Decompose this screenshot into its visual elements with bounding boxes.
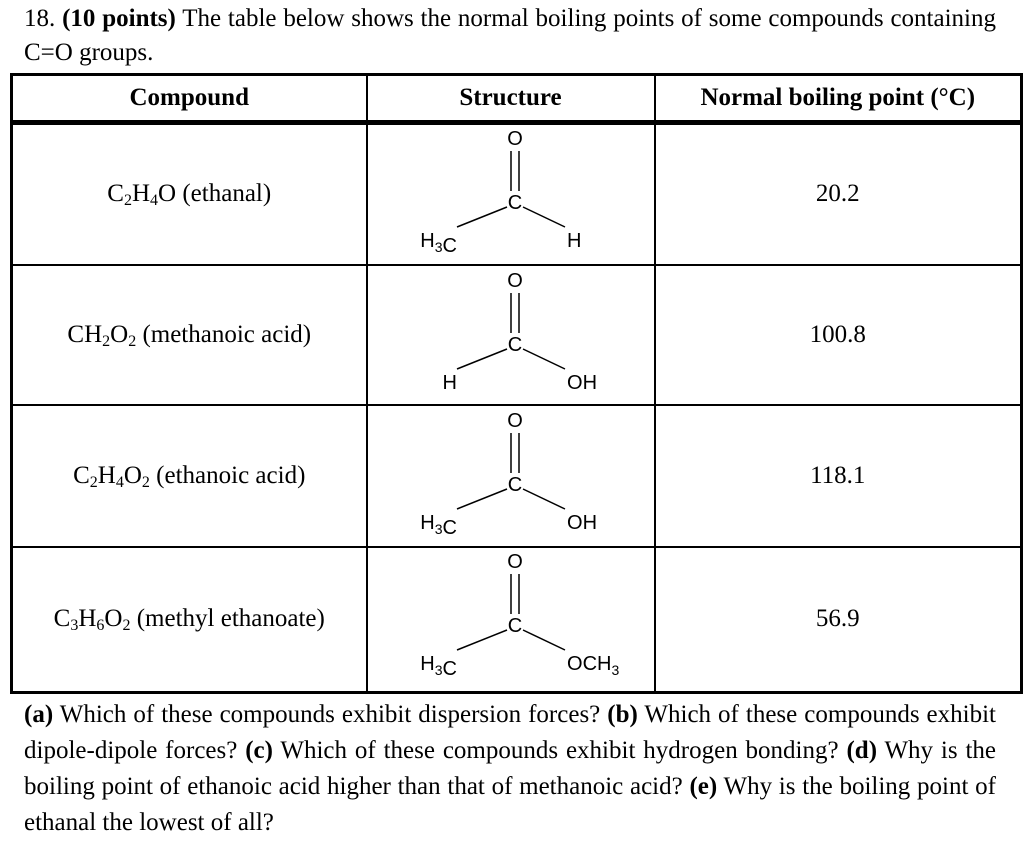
question-number: 18.: [24, 5, 56, 32]
boiling-point-cell: 20.2: [655, 123, 1022, 265]
sub-question-label: (e): [689, 773, 718, 800]
carbonyl-carbon: C: [507, 333, 522, 356]
question-text: [24, 697, 996, 841]
compound-cell: [12, 123, 367, 265]
sub-question-text: Why is the boiling point of ethanoic acid higher than that of methanoic acid?: [24, 737, 996, 800]
structure-diagram: [391, 267, 631, 403]
boiling-point-cell: 56.9: [655, 547, 1022, 693]
right-single-bond: [523, 489, 565, 509]
header-compound: Compound: [12, 75, 367, 123]
formula-element: O: [110, 320, 129, 348]
formula-element: H: [131, 180, 151, 208]
left-substituent: $H_3C$: [419, 653, 457, 681]
compound-name: (ethanal): [176, 180, 272, 208]
sub-question-label: (b): [607, 701, 638, 728]
formula-subscript: 2: [123, 192, 132, 210]
formula-subscript: 2: [102, 332, 111, 350]
formula-element: CH: [67, 320, 103, 348]
compound-name: (methyl ethanoate): [130, 605, 325, 633]
structure-diagram: [391, 125, 631, 263]
sub-question-text: Which of these compounds exhibit dispersion forces?: [53, 701, 608, 728]
carbonyl-oxygen: O: [506, 551, 523, 574]
left-single-bond: [457, 207, 507, 227]
intro-text: The table below shows the normal boiling points of some compounds containing C=O groups.: [24, 5, 996, 66]
carbonyl-oxygen: O: [506, 409, 523, 432]
header-structure: Structure: [367, 75, 655, 123]
right-substituent: OH: [566, 511, 597, 534]
compound-name: (methanoic acid): [136, 320, 312, 348]
left-single-bond: [457, 349, 507, 369]
compound-cell: [12, 405, 367, 547]
sub-question-text: Why is the boiling point of ethanal the lowest of all?: [24, 773, 996, 836]
right-single-bond: [523, 207, 565, 227]
formula-element: C: [53, 605, 71, 633]
formula-subscript: 2: [122, 617, 131, 635]
right-single-bond: [523, 349, 565, 369]
compound-cell: [12, 265, 367, 405]
structure-cell: [367, 547, 655, 693]
sub-question-label: (a): [24, 701, 54, 728]
carbonyl-carbon: C: [507, 473, 522, 496]
table-row: [12, 547, 1022, 693]
formula-subscript: 3: [70, 617, 79, 635]
formula-element: H: [78, 605, 97, 633]
sub-question-text: Which of these compounds exhibit hydrogen bonding?: [272, 737, 847, 764]
right-substituent: H: [566, 230, 581, 253]
table-header-row: [12, 75, 1022, 123]
carbonyl-oxygen: O: [506, 269, 523, 292]
formula-element: C: [73, 461, 90, 489]
right-substituent: OH: [566, 371, 597, 394]
table-row: [12, 405, 1022, 547]
formula-element: H: [97, 461, 116, 489]
structure-diagram: [391, 548, 631, 690]
formula-subscript: 4: [150, 192, 159, 210]
compound-name: (ethanoic acid): [149, 461, 306, 489]
right-substituent: $OCH_3$: [566, 653, 619, 679]
carbonyl-carbon: C: [507, 192, 522, 215]
left-substituent: H: [442, 371, 457, 394]
table-row: [12, 123, 1022, 265]
compound-cell: [12, 547, 367, 693]
left-single-bond: [457, 489, 507, 509]
points-label: (10 points): [62, 5, 176, 32]
boiling-point-cell: 118.1: [655, 405, 1022, 547]
carbonyl-oxygen: O: [506, 128, 523, 151]
boiling-point-cell: 100.8: [655, 265, 1022, 405]
left-single-bond: [457, 630, 507, 650]
table-row: [12, 265, 1022, 405]
structure-cell: [367, 405, 655, 547]
sub-question-label: (c): [245, 737, 273, 764]
formula-subscript: 4: [115, 473, 124, 491]
header-boiling-point: Normal boiling point (°C): [655, 75, 1022, 123]
formula-subscript: 6: [96, 617, 105, 635]
question-intro: [24, 2, 996, 70]
formula-element: C: [107, 180, 124, 208]
left-substituent: $H_3C$: [419, 230, 457, 258]
sub-question-text: Which of these compounds exhibit dipole-dipole forces?: [24, 701, 996, 764]
boiling-point-table: [10, 73, 1023, 694]
formula-element: O: [123, 461, 142, 489]
formula-subscript: 2: [89, 473, 98, 491]
structure-diagram: [391, 407, 631, 545]
carbonyl-carbon: C: [507, 615, 522, 638]
left-substituent: $H_3C$: [419, 511, 457, 539]
formula-element: O: [104, 605, 123, 633]
formula-element: O: [158, 180, 177, 208]
formula-subscript: 2: [128, 332, 137, 350]
right-single-bond: [523, 630, 565, 650]
formula-subscript: 2: [141, 473, 150, 491]
structure-cell: [367, 265, 655, 405]
structure-cell: [367, 123, 655, 265]
sub-question-label: (d): [846, 737, 878, 764]
